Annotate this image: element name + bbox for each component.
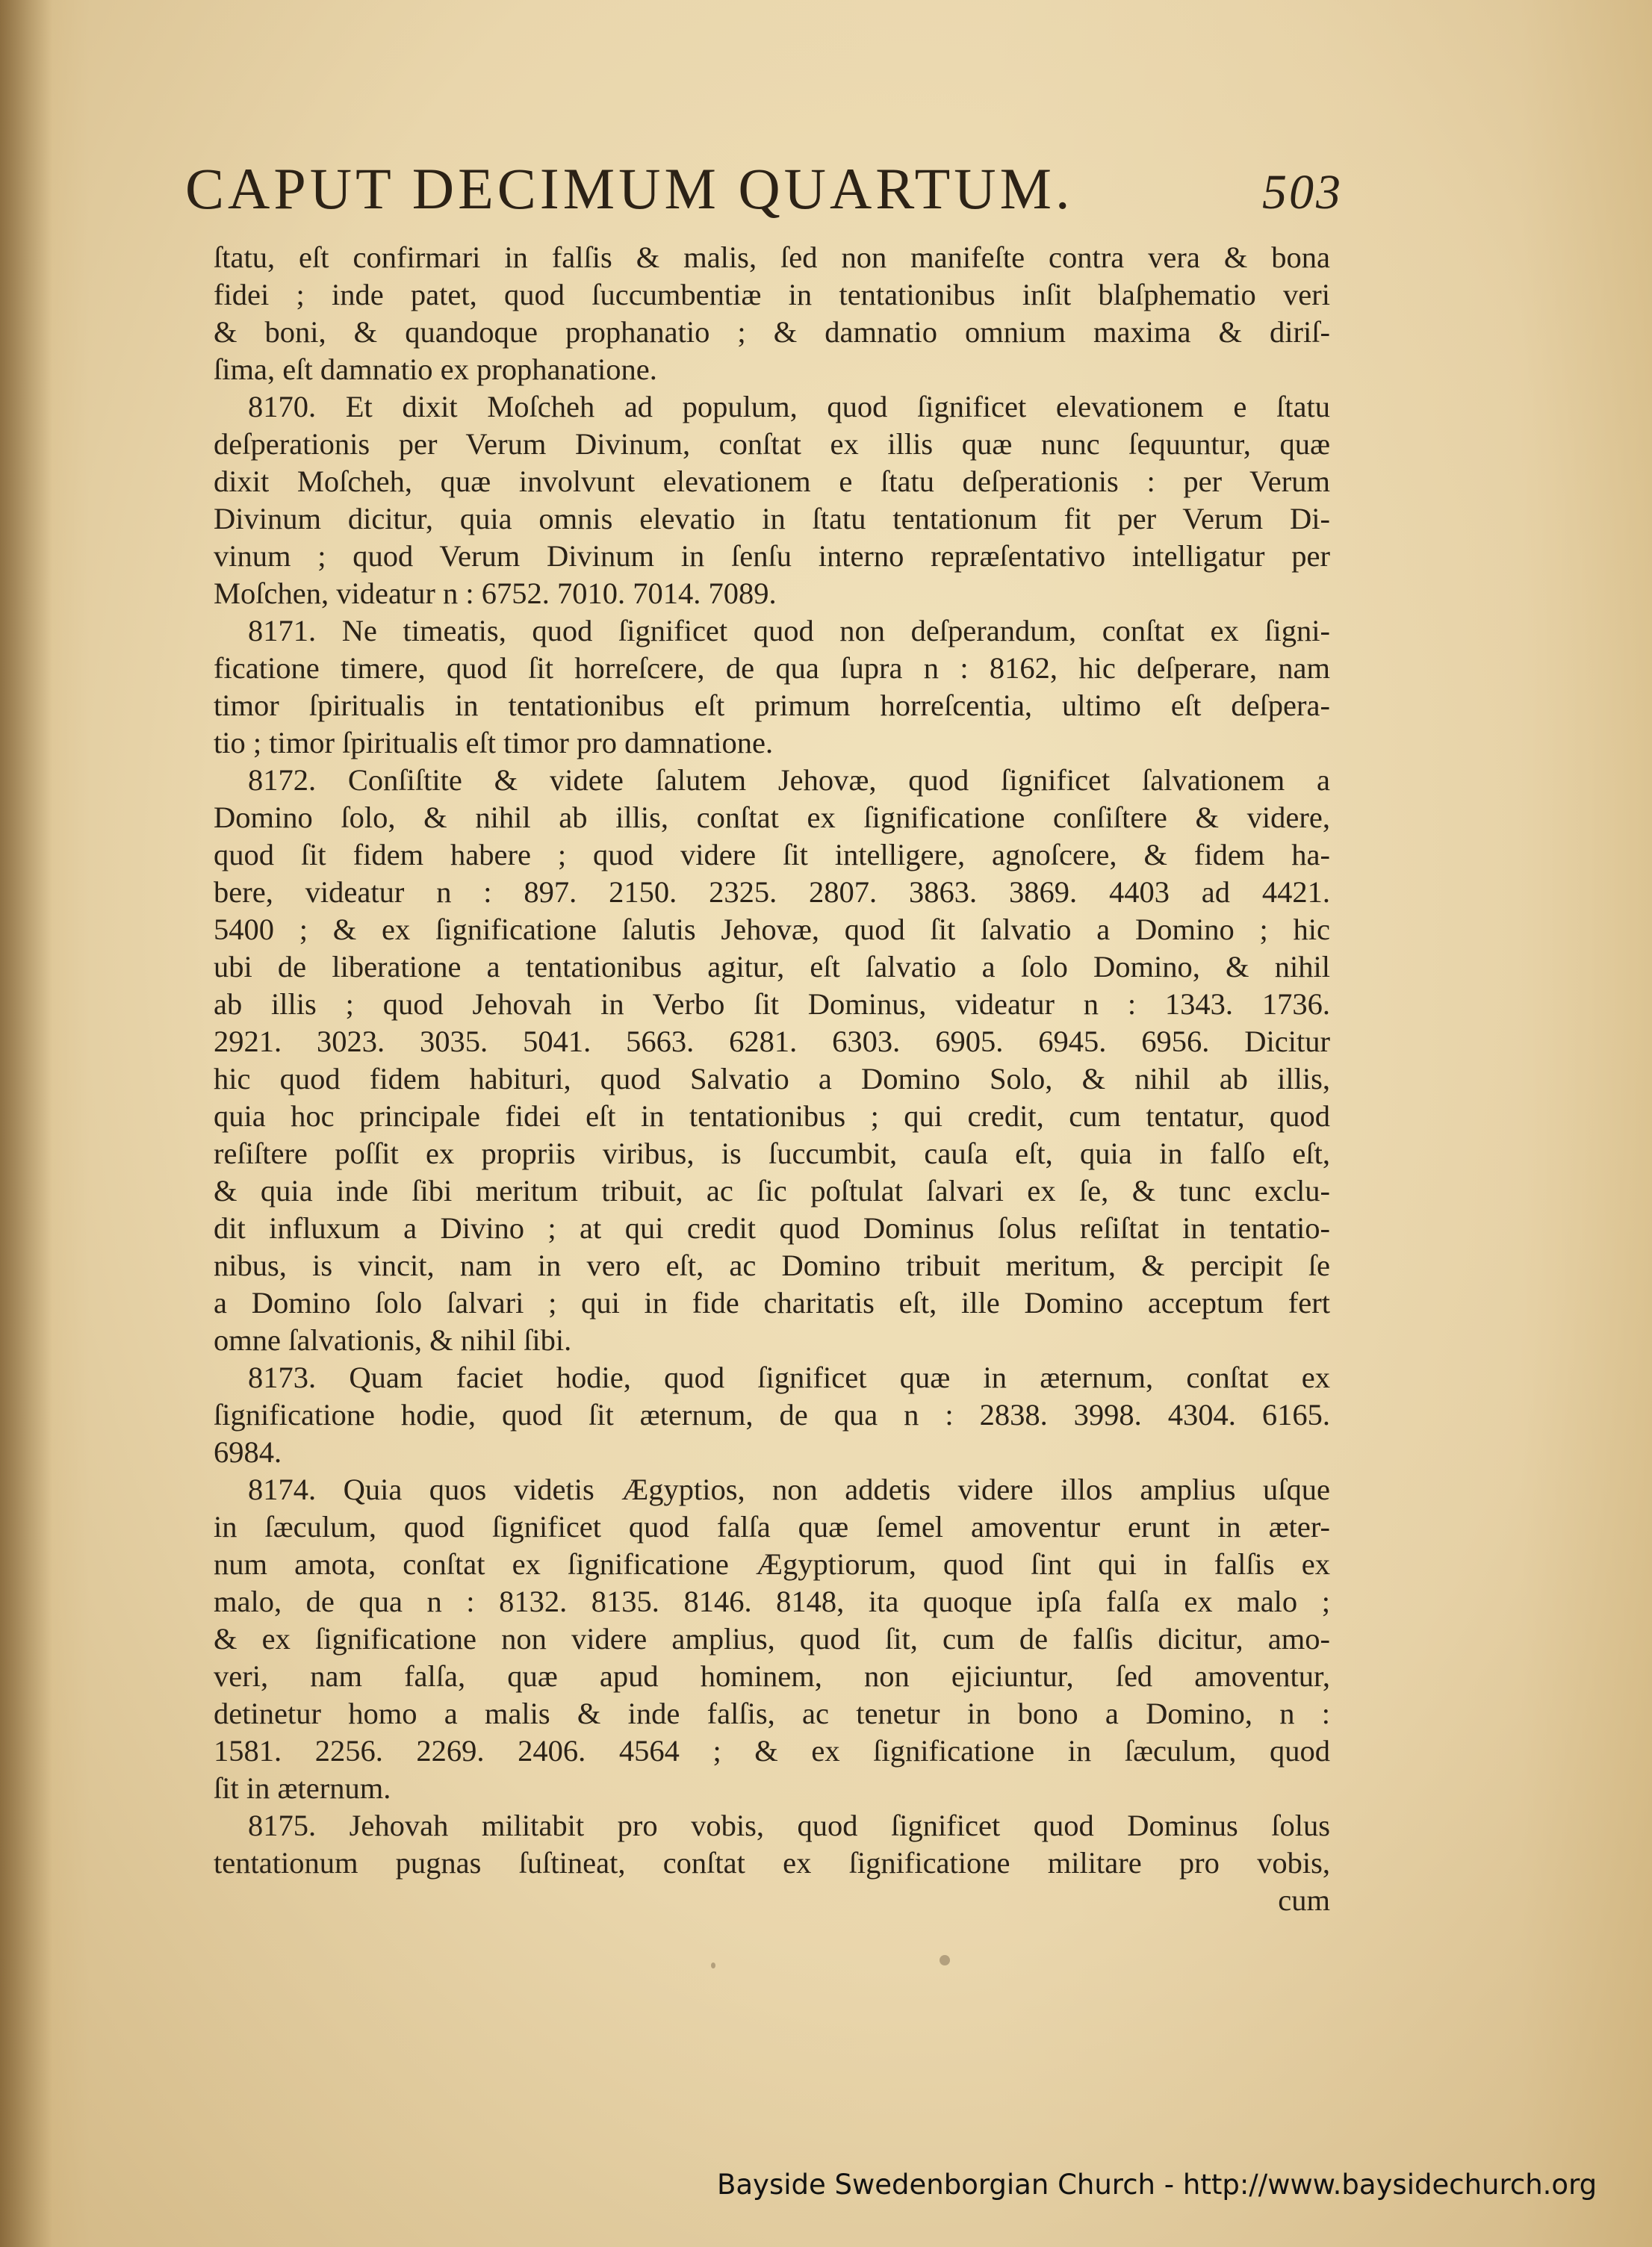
text-line: Domino ſolo, & nihil ab illis, conſtat ex ſignificatione conſiſtere & videre, xyxy=(214,801,1330,834)
text-line: malo, de qua n : 8132. 8135. 8146. 8148, ita quoque ipſa falſa ex malo ; xyxy=(214,1585,1330,1618)
text-line: a Domino ſolo ſalvari ; qui in fide charitatis eſt, ille Domino acceptum fert xyxy=(214,1286,1330,1320)
text-line: hic quod fidem habituri, quod Salvatio a Domino Solo, & nihil ab illis, xyxy=(214,1062,1330,1095)
paragraph-8174-start: 8174. Quia quos videtis Ægyptios, non addetis videre illos amplius uſque xyxy=(248,1473,1330,1506)
text-line: bere, videatur n : 897. 2150. 2325. 2807. 3863. 3869. 4403 ad 4421. xyxy=(214,875,1330,909)
paragraph-8175-start: 8175. Jehovah militabit pro vobis, quod ſignificet quod Dominus ſolus xyxy=(248,1809,1330,1842)
text-line: ſit in æternum. xyxy=(214,1771,391,1805)
binding-shadow xyxy=(0,0,52,2247)
text-line: reſiſtere poſſit ex propriis viribus, is ſuccumbit, cauſa eſt, quia in falſo eſt, xyxy=(214,1137,1330,1170)
body-text xyxy=(214,239,1330,1919)
text-line: tentationum pugnas ſuſtineat, conſtat ex ſignificatione militare pro vobis, xyxy=(214,1846,1330,1880)
paper-speck xyxy=(711,1962,715,1968)
text-line: ſima, eſt damnatio ex prophanatione. xyxy=(214,352,657,386)
text-line: & ex ſignificatione non videre amplius, quod ſit, cum de falſis dicitur, amo- xyxy=(214,1622,1330,1656)
text-line: dixit Moſcheh, quæ involvunt elevationem e ſtatu deſperationis : per Verum xyxy=(214,464,1330,498)
text-line: Divinum dicitur, quia omnis elevatio in ſtatu tentationum fit per Verum Di- xyxy=(214,502,1330,535)
paragraph-8172-start: 8172. Conſiſtite & videte ſalutem Jehovæ, quod ſignificet ſalvationem a xyxy=(248,763,1330,797)
text-line: 2921. 3023. 3035. 5041. 5663. 6281. 6303. 6905. 6945. 6956. Dicitur xyxy=(214,1025,1330,1058)
text-line: deſperationis per Verum Divinum, conſtat ex illis quæ nunc ſequuntur, quæ xyxy=(214,427,1330,461)
text-line: & boni, & quandoque prophanatio ; & damnatio omnium maxima & diriſ- xyxy=(214,315,1330,349)
text-line: num amota, conſtat ex ſignificatione Ægyptiorum, quod ſint qui in falſis ex xyxy=(214,1547,1330,1581)
text-line: ſtatu, eſt confirmari in falſis & malis, ſed non manifeſte contra vera & bona xyxy=(214,240,1330,274)
text-line: ficatione timere, quod ſit horreſcere, de qua ſupra n : 8162, hic deſperare, nam xyxy=(214,651,1330,685)
source-credit: Bayside Swedenborgian Church - http://www.baysidechurch.org xyxy=(717,2169,1597,2201)
catchword: cum xyxy=(1278,1883,1330,1917)
text-line: vinum ; quod Verum Divinum in ſenſu interno repræſentativo intelligatur per xyxy=(214,539,1330,573)
text-line: nibus, is vincit, nam in vero eſt, ac Domino tribuit meritum, & percipit ſe xyxy=(214,1249,1330,1282)
text-line: ubi de liberatione a tentationibus agitur, eſt ſalvatio a ſolo Domino, & nihil xyxy=(214,950,1330,983)
text-line: veri, nam falſa, quæ apud hominem, non ejiciuntur, ſed amoventur, xyxy=(214,1659,1330,1693)
chapter-title: CAPUT DECIMUM QUARTUM. xyxy=(185,156,1074,221)
text-line: omne ſalvationis, & nihil ſibi. xyxy=(214,1323,572,1357)
text-line: 1581. 2256. 2269. 2406. 4564 ; & ex ſignificatione in ſæculum, quod xyxy=(214,1734,1330,1768)
text-line: dit influxum a Divino ; at qui credit quod Dominus ſolus reſiſtat in tentatio- xyxy=(214,1211,1330,1245)
text-line: Moſchen, videatur n : 6752. 7010. 7014. 7089. xyxy=(214,576,777,610)
paragraph-8170-start: 8170. Et dixit Moſcheh ad populum, quod ſignificet elevationem e ſtatu xyxy=(248,390,1330,423)
text-line: quod ſit fidem habere ; quod videre ſit intelligere, agnoſcere, & fidem ha- xyxy=(214,838,1330,871)
paper-speck xyxy=(940,1955,950,1965)
text-line: timor ſpiritualis in tentationibus eſt primum horreſcentia, ultimo eſt deſpera- xyxy=(214,689,1330,722)
page-number: 503 xyxy=(1262,165,1343,220)
text-line: & quia inde ſibi meritum tribuit, ac ſic poſtulat ſalvari ex ſe, & tunc exclu- xyxy=(214,1174,1330,1208)
text-line: quia hoc principale fidei eſt in tentationibus ; qui credit, cum tentatur, quod xyxy=(214,1099,1330,1133)
text-line: ſignificatione hodie, quod ſit æternum, de qua n : 2838. 3998. 4304. 6165. xyxy=(214,1398,1330,1432)
paragraph-8173-start: 8173. Quam faciet hodie, quod ſignificet quæ in æternum, conſtat ex xyxy=(248,1361,1330,1394)
text-line: in ſæculum, quod ſignificet quod falſa quæ ſemel amoventur erunt in æter- xyxy=(214,1510,1330,1544)
paragraph-8171-start: 8171. Ne timeatis, quod ſignificet quod non deſperandum, conſtat ex ſigni- xyxy=(248,614,1330,647)
running-header xyxy=(185,155,1343,223)
text-line: 6984. xyxy=(214,1435,282,1469)
text-line: tio ; timor ſpiritualis eſt timor pro damnatione. xyxy=(214,726,774,759)
text-line: fidei ; inde patet, quod ſuccumbentiæ in tentationibus inſit blaſphematio veri xyxy=(214,278,1330,311)
text-line: 5400 ; & ex ſignificatione ſalutis Jehovæ, quod ſit ſalvatio a Domino ; hic xyxy=(214,913,1330,946)
text-line: detinetur homo a malis & inde falſis, ac tenetur in bono a Domino, n : xyxy=(214,1697,1330,1730)
text-line: ab illis ; quod Jehovah in Verbo ſit Dominus, videatur n : 1343. 1736. xyxy=(214,987,1330,1021)
